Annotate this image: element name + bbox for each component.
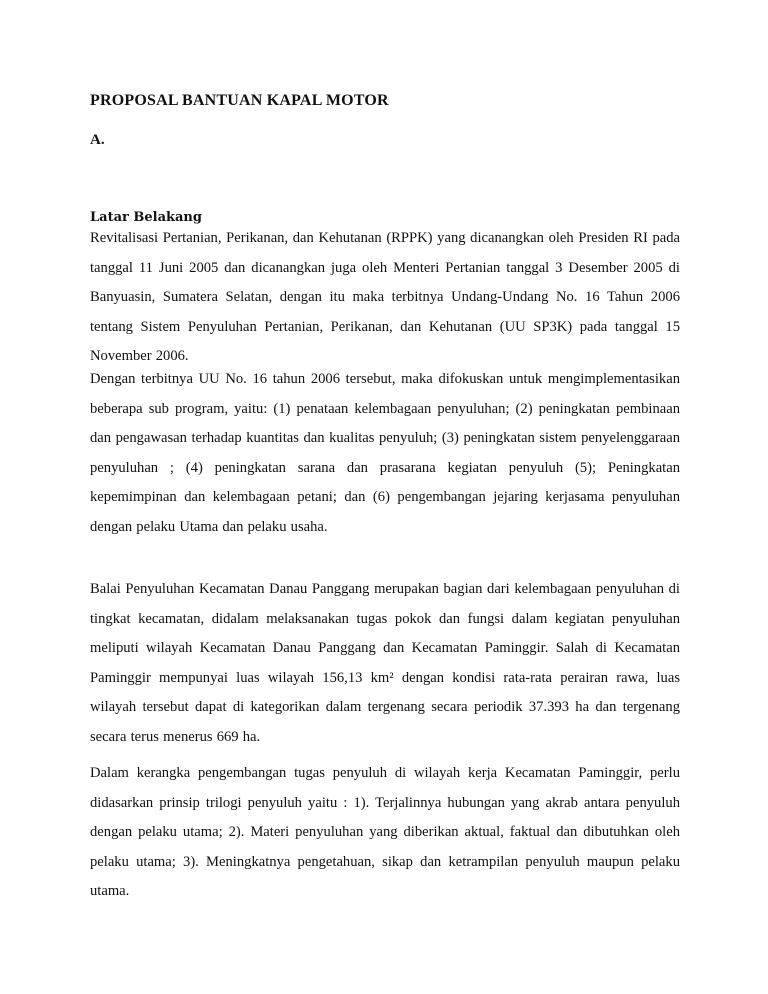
paragraph-rppk: Revitalisasi Pertanian, Perikanan, dan Kehutanan (RPPK) yang dicanangkan oleh Presiden RI pada tanggal 11 Juni 2005 dan dicanangkan juga oleh Menteri Pertanian tanggal 3 Desember 2005 di Banyuasin, Sumatera Selatan, dengan itu maka terbitnya Undang-Undang No. 16 Tahun 2006 tentang Sistem Penyuluhan Pertanian, Perikanan, dan Kehutanan (UU SP3K) pada tanggal 15 November 2006.: [90, 230, 680, 364]
document-title: PROPOSAL BANTUAN KAPAL MOTOR: [90, 92, 389, 109]
section-heading: Latar Belakang: [90, 210, 202, 225]
section-letter: A.: [90, 132, 105, 148]
paragraph-balai-penyuluhan: Balai Penyuluhan Kecamatan Danau Panggang merupakan bagian dari kelembagaan penyuluhan di tingkat kecamatan, didalam melaksanakan tugas pokok dan fungsi dalam kegiatan penyuluhan meliputi wilayah Kecamatan Danau Panggang dan Kecamatan Paminggir. Salah di Kecamatan Paminggir mempunyai luas wilayah 156,13 km² dengan kondisi rata-rata perairan rawa, luas wilayah tersebut dapat di kategorikan dalam tergenang secara periodik 37.393 ha dan tergenang secara terus menerus 669 ha.: [90, 581, 680, 745]
paragraph-trilogi-penyuluh: Dalam kerangka pengembangan tugas penyuluh di wilayah kerja Kecamatan Paminggir, perlu didasarkan prinsip trilogi penyuluh yaitu : 1). Terjalinnya hubungan yang akrab antara penyuluh dengan pelaku utama; 2). Materi penyuluhan yang diberikan aktual, faktual dan dibutuhkan oleh pelaku utama; 3). Meningkatnya pengetahuan, sikap dan ketrampilan penyuluh maupun pelaku utama.: [90, 765, 680, 899]
paragraph-sub-program: Dengan terbitnya UU No. 16 tahun 2006 tersebut, maka difokuskan untuk mengimplementasikan beberapa sub program, yaitu: (1) penataan kelembagaan penyuluhan; (2) peningkatan pembinaan dan pengawasan terhadap kuantitas dan kualitas penyuluh; (3) peningkatan sistem penyelenggaraan penyuluhan ; (4) peningkatan sarana dan prasarana kegiatan penyuluh (5); Peningkatan kepemimpinan dan kelembagaan petani; dan (6) pengembangan jejaring kerjasama penyuluhan dengan pelaku Utama dan pelaku usaha.: [90, 371, 680, 535]
